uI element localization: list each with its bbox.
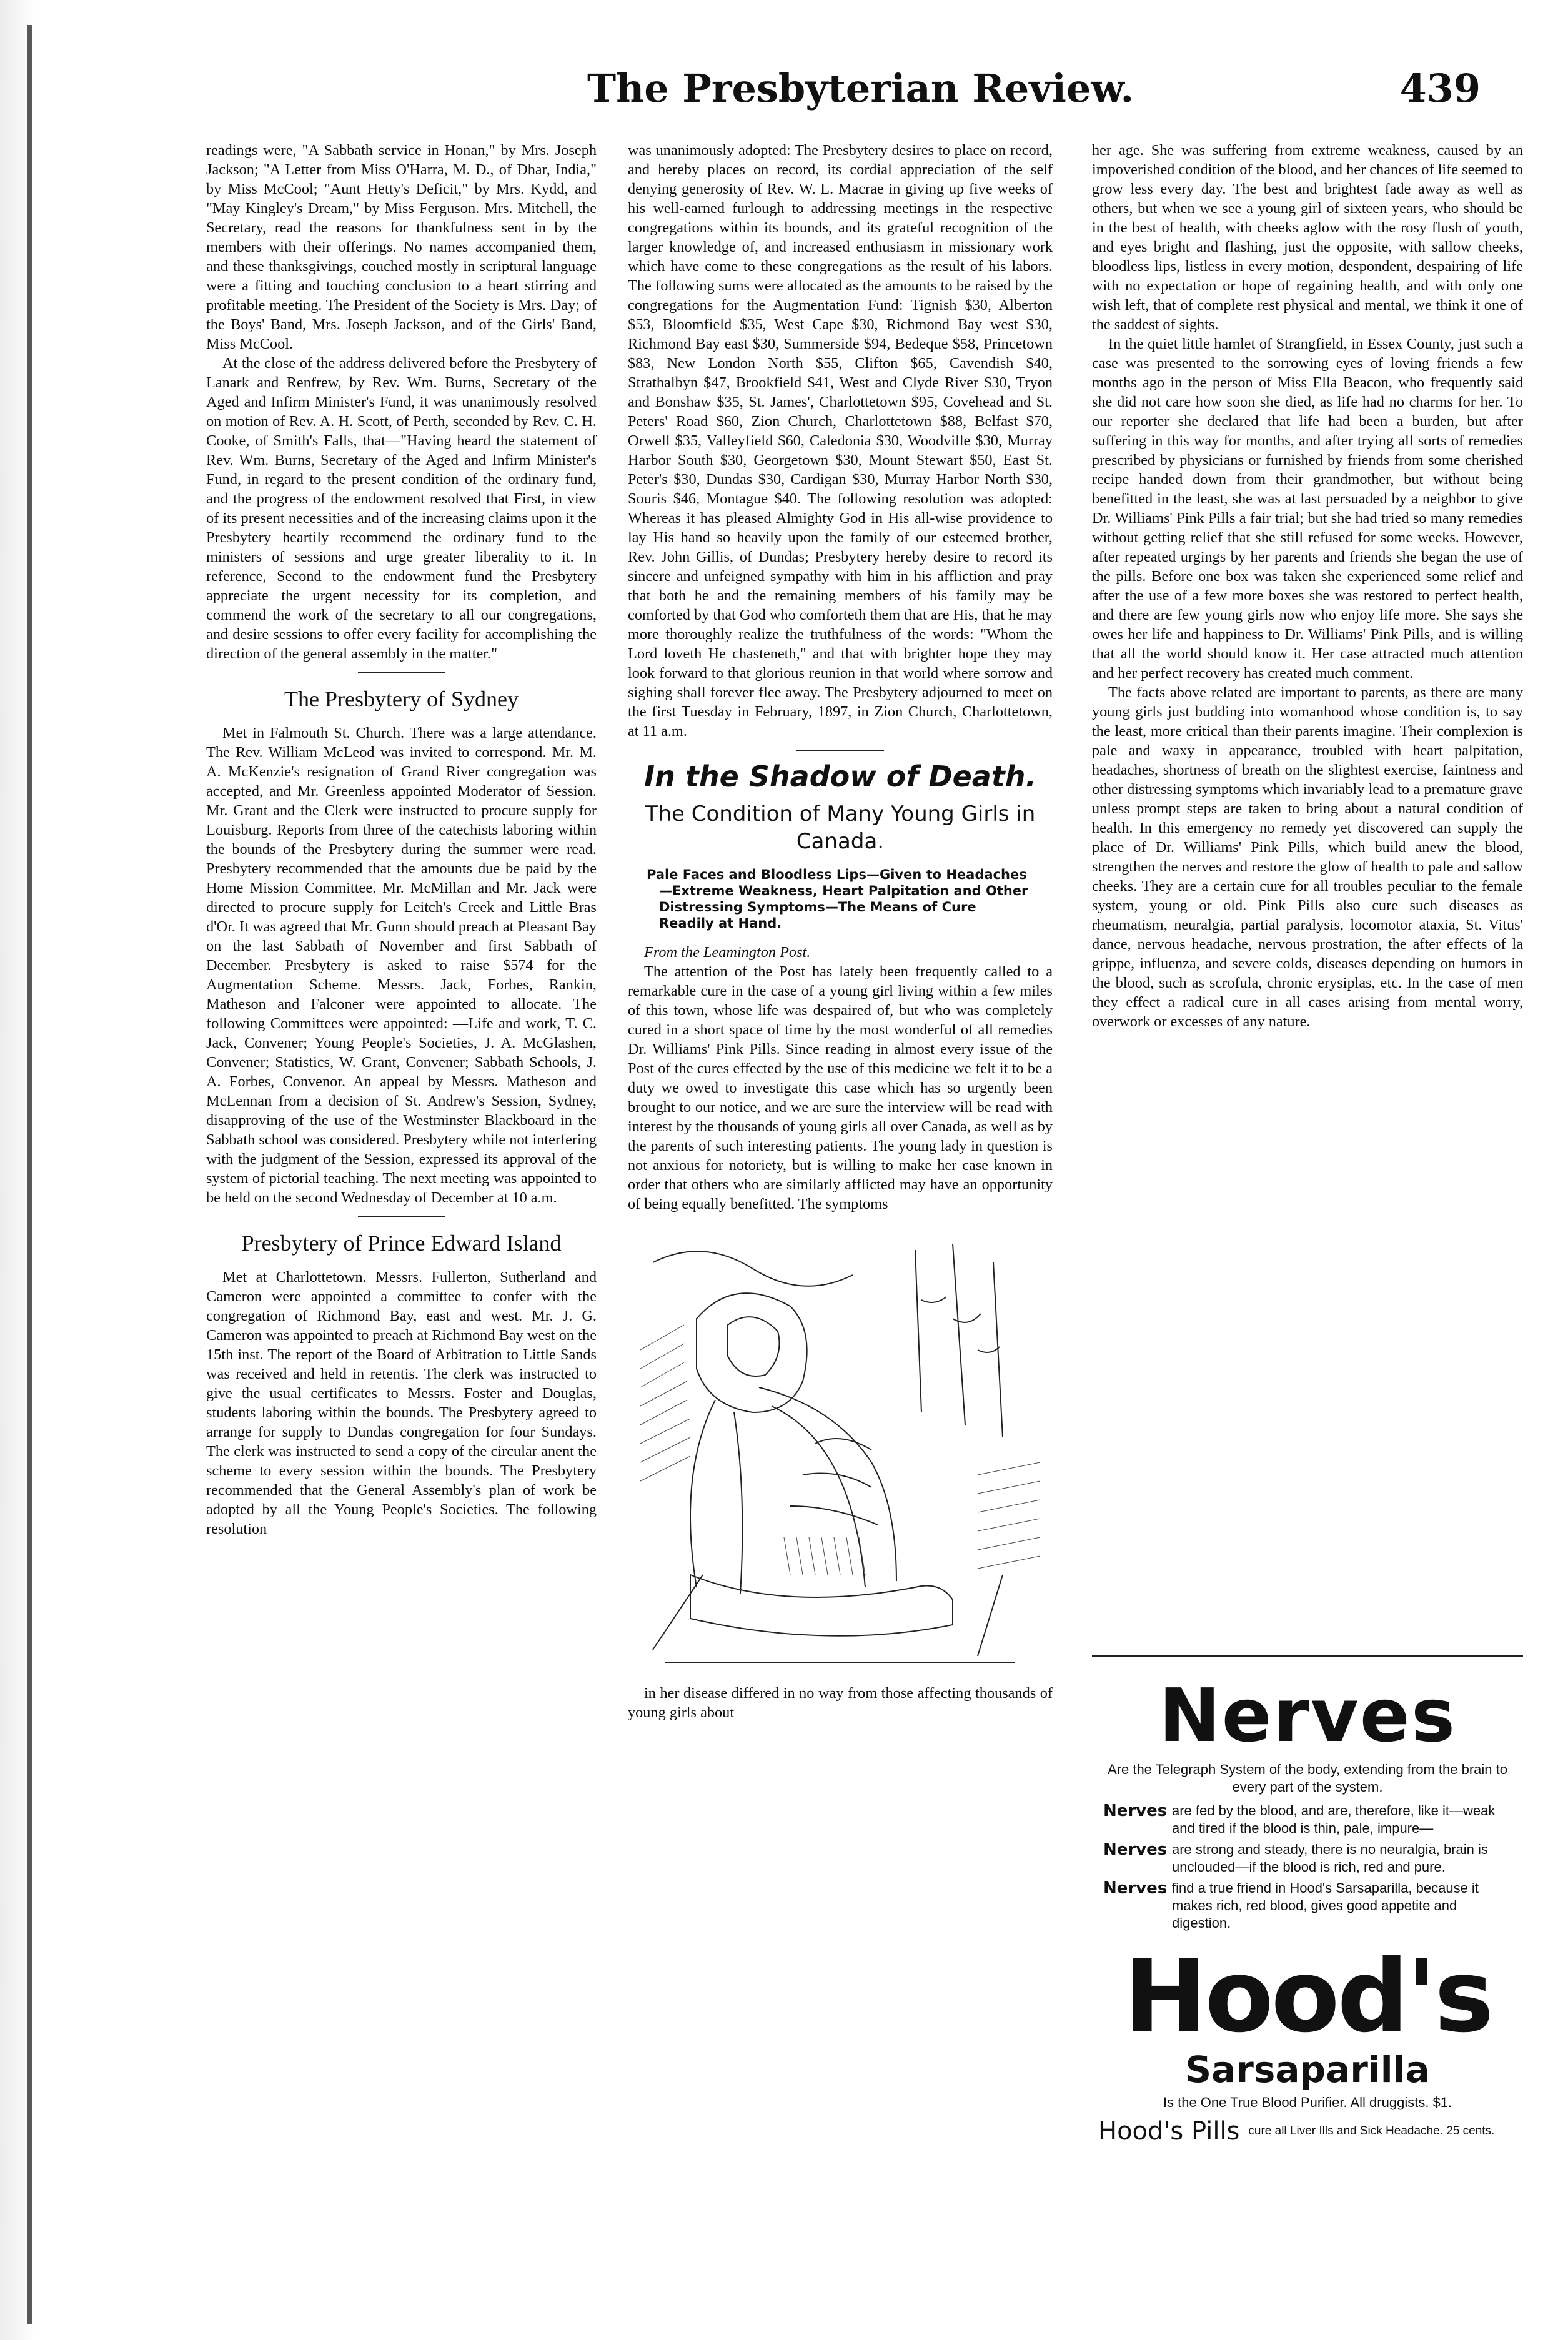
ad-row-lead: Nerves [1103,1802,1168,1820]
ad-row-lead: Nerves [1103,1879,1168,1898]
seated-girl-engraving [628,1225,1053,1675]
article-deck: Pale Faces and Bloodless Lips—Given to Headaches—Extreme Weakness, Heart Palpitation and Other Distressing Symptoms—The Means of Cure Readily at Hand. [647,867,1028,931]
divider [358,1216,445,1217]
headline-shadow-of-death: In the Shadow of Death. [643,760,1037,793]
engraving-illustration [628,1225,1053,1675]
hoods-sarsaparilla-ad [1092,1655,1523,2282]
divider [796,750,884,751]
ad-pills-name: Hood's Pills [1098,2117,1240,2146]
ad-row-text: are strong and steady, there is no neuralgia, brain is unclouded—if the blood is rich, red and pure. [1172,1842,1488,1875]
ad-row [1103,1841,1512,1876]
article-text: in her disease differed in no way from those affecting thousands of young girls about [628,1685,1053,1721]
ad-row-lead: Nerves [1103,1840,1168,1859]
ad-row-text: find a true friend in Hood's Sarsaparilla, because it makes rich, red blood, gives good appetite and digestion. [1172,1880,1479,1931]
section-heading-sydney: The Presbytery of Sydney [284,687,519,711]
subheadline: The Condition of Many Young Girls in Canada. [645,801,1036,854]
ad-row [1103,1802,1512,1837]
article-text: The facts above related are important to parents, as there are many young girls just budding into womanhood whose condition is, to say the least, more critical than their parents imagine. Their complexion is pale and waxy in appearance, troubled with heart palpitation, headaches, shortness of breath on the slightest exercise, faintness and other distressing symptoms which invariably lead to a premature grave unless prompt steps are taken to bring about a natural condition of health. In this emergency no remedy yet discovered can supply the place of Dr. Williams' Pink Pills, which build anew the blood, strengthen the nerves and restore the glow of health to pale and sallow cheeks. They are a certain cure for all troubles peculiar to the female system, young or old. Pink Pills also cure such diseases as rheumatism, neuralgia, partial paralysis, locomotor ataxia, St. Vitus' dance, nervous headache, nervous prostration, the after effects of la grippe, influenza, and severe colds, diseases depending on humors in the blood, such as scrofula, chronic erysiplas, etc. In the case of men they effect a radical cure in all cases arising from mental worry, overwork or excesses of any nature. [1092,684,1523,1030]
article-text: The attention of the Post has lately been frequently called to a remarkable cure in the case of a young girl living within a few miles of this town, whose life was despaired of, but who was completely cured in a short space of time by the most wonderful of all remedies Dr. Williams' Pink Pills. Since reading in almost every issue of the Post of the cures effected by the use of this medicine we felt it to be a duty we owed to investigate this case which has so urgently been brought to our notice, and we are sure the interview will be read with interest by the thousands of young girls all over Canada, as well as by the parents of such interesting patients. The young lady in question is not anxious for notoriety, but is willing to make her case known in order that others who are similarly afflicted may have an opportunity of being equally benefitted. The symptoms [628,963,1053,1212]
article-text: readings were, "A Sabbath service in Honan," by Mrs. Joseph Jackson; "A Letter from Miss O'Harra, M. D., of Dhar, India," by Miss McCool; "Aunt Hetty's Deficit," by Mrs. Kydd, and "May Kingley's Dream," by Miss Ferguson. Mrs. Mitchell, the Secretary, read the reasons for thankfulness sent in by the members with their offerings. No names accompanied them, and these thanksgivings, couched mostly in scriptural language were a fitting and touching conclusion to a heart stirring and profitable meeting. The President of the Society is Mrs. Day; of the Boys' Band, Mrs. Joseph Jackson, and of the Girls' Band, Miss McCool. [206,142,597,352]
masthead [187,66,1487,134]
divider [358,672,445,673]
ad-headline: Nerves [1158,1672,1457,1758]
ad-tagline: Is the One True Blood Purifier. All druggists. $1. [1163,2095,1452,2110]
column-3 [1092,141,1523,1646]
page-number: 439 [1399,66,1481,111]
ad-pills-text: cure all Liver Ills and Sick Headache. 25 cents. [1248,2124,1495,2138]
article-text: her age. She was suffering from extreme weakness, caused by an impoverished condition of the blood, and her chances of life seemed to grow less every day. The best and brightest fade away as well as others, but when we see a young girl of sixteen years, who should be in the best of health, with cheeks aglow with the rosy flush of youth, and eyes bright and flashing, just the opposite, with sallow cheeks, bloodless lips, listless in every motion, despondent, despairing of life with no expectation or hope of regaining health, and with only one wish left, that of complete rest physical and mental, we think it one of the saddest of sights. [1092,142,1523,333]
ad-brand: Hood's [1123,1938,1492,2055]
article-text: Met at Charlottetown. Messrs. Fullerton, Sutherland and Cameron were appointed a committee to confer with the congregation of Richmond Bay, east and west. Mr. J. G. Cameron was appointed to preach at Richmond Bay west on the 15th inst. The report of the Board of Arbitration to Little Sands was received and held in retentis. The clerk was instructed to give the usual certificates to Messrs. Foster and Douglas, students laboring within the bounds. The Presbytery agreed to arrange for supply to Dundas congregation for four Sundays. The clerk was instructed to send a copy of the circular anent the scheme to every session within the bounds. The Presbytery recommended that the General Assembly's plan of work be adopted by all the Young People's Societies. The following resolution [206,1269,597,1537]
article-text: Met in Falmouth St. Church. There was a large attendance. The Rev. William McLeod was invited to correspond. Mr. M. A. McKenzie's resignation of Grand River congregation was accepted, and Mr. Greenless appointed Moderator of Session. Mr. Grant and the Clerk were instructed to procure supply for Louisburg. Reports from three of the catechists laboring within the bounds of the Presbytery during the summer were read. Presbytery recommended that the amounts due be paid by the Home Mission Committee. Mr. McMillan and Mr. Jack were directed to procure supply for Leitch's Creek and Little Bras d'Or. It was agreed that Mr. Gunn should preach at Pleasant Bay on the last Sabbath of November and first Sabbath of December. Presbytery is asked to raise $574 for the Augmentation Scheme. Messrs. Jack, Forbes, Rankin, Matheson and Falconer were appointed to allocate. The following Committees were appointed: —Life and work, T. C. Jack, Convener; Young People's Societies, J. A. McGlashen, Convener; Statistics, W. Grant, Convener; Sabbath Schools, J. A. Forbes, Convenor. An appeal by Messrs. Matheson and McLennan from a decision of St. Andrew's Session, Sydney, disapproving of the use of the Westminster Blackboard in the Sabbath school was considered. Presbytery while not interfering with the judgment of the Session, expressed its approval of the system of pictorial teaching. The next meeting was appointed to be held on the second Wednesday of December at 10 a.m. [206,725,597,1206]
section-heading-pei: Presbytery of Prince Edward Island [241,1231,562,1256]
publication-title: The Presbyterian Review. [587,66,1134,111]
article-text: In the quiet little hamlet of Strangfield, in Essex County, just such a case was presented to the sorrowing eyes of loving friends a few months ago in the person of Miss Ella Beacon, who frequently said she did not care how soon she died, as life had no charms for her. To our reporter she declared that life had been a burden, but after suffering in this way for months, and after trying all sorts of remedies prescribed by physicians or furnished by friends from some cherished recipe handed down from their grandmother, but without being benefitted in the least, she was at last persuaded by a neighbor to give Dr. Williams' Pink Pills a fair trial; but she had tried so many remedies without getting relief that she still refused for some weeks. However, after repeated urgings by her parents and friends she began the use of the pills. Before one box was taken she experienced some relief and after the use of a few more boxes she was restored to perfect health, and there are few young girls now who enjoy life more. She says she owes her life and happiness to Dr. Williams' Pink Pills, and is willing that all the world should know it. Her case attracted much attention and her perfect recovery has created much comment. [1092,335,1523,682]
column-1 [206,141,597,2302]
ad-row [1103,1880,1512,1932]
ad-intro: Are the Telegraph System of the body, extending from the brain to every part of the system. [1107,1762,1507,1795]
ad-pills [1098,2117,1517,2146]
column-2 [628,141,1053,2302]
ad-row-text: are fed by the blood, and are, therefore, like it—weak and tired if the blood is thin, pale, impure— [1172,1803,1496,1836]
ad-product: Sarsaparilla [1185,2048,1430,2091]
source-credit: From the Leamington Post. [644,944,811,961]
binding-edge [27,25,32,2324]
article-text: At the close of the address delivered before the Presbytery of Lanark and Renfrew, by Rev. Wm. Burns, Secretary of the Aged and Infirm Minister's Fund, it was unanimously resolved on motion of Rev. A. H. Scott, of Perth, seconded by Rev. C. H. Cooke, of Smith's Falls, that—"Having heard the statement of Rev. Wm. Burns, Secretary of the Aged and Infirm Minister's Fund, in regard to the present condition of the ordinary fund, and the progress of the endowment resolved that First, in view of its present necessities and of the increasing claims upon it the Presbytery heartily recommend the ordinary fund to the ministers of sessions and urge greater liberality to it. In reference, Second to the endowment fund the Presbytery appreciate the urgent necessity for its completion, and commend the work of the secretary to all our congregations, and desire sessions to offer every facility for accomplishing the direction of the general assembly in the matter." [206,355,597,662]
article-text: was unanimously adopted: The Presbytery desires to place on record, and hereby places on record, its cordial appreciation of the self denying generosity of Rev. W. L. Macrae in giving up five weeks of his well-earned furlough to addressing meetings in the respective congregations within its bounds, and its grateful recognition of the larger knowledge of, and increased enthusiasm in missionary work which have come to these congregations as the result of his labors. The following sums were allocated as the amounts to be raised by the congregations for the Augmentation Fund: Tignish $30, Alberton $53, Bloomfield $35, West Cape $30, Richmond Bay west $30, Richmond Bay east $30, Summerside $94, Bedeque $58, Princetown $83, New London North $55, Clifton $65, Cavendish $40, Strathalbyn $47, Brookfield $41, West and Clyde River $30, Tryon and Bonshaw $35, St. James', Charlottetown $95, Covehead and St. Peters' Road $60, Zion Church, Charlottetown $88, Belfast $70, Orwell $35, Valleyfield $60, Caledonia $30, Woodville $30, Murray Harbor South $30, Georgetown $30, Mount Stewart $50, East St. Peter's $30, Dundas $30, Cardigan $30, Murray Harbor North $30, Souris $46, Montague $40. The following resolution was adopted: Whereas it has pleased Almighty God in His all-wise providence to lay His hand so heavily upon the family of our esteemed brother, Rev. John Gillis, of Dundas; Presbytery hereby desire to record its sincere and unfeigned sympathy with him in his affliction and pray that both he and the remaining members of his family may be comforted by that God who comforteth them that are His, that he may more thoroughly realize the truthfulness of the words: "Whom the Lord loveth He chasteneth," and that with brighter hope they may look forward to that glorious reunion in that world where sorrow and sighing shall forever flee away. The Presbytery adjourned to meet on the first Tuesday in February, 1897, in Zion Church, Charlottetown, at 11 a.m. [628,142,1053,740]
